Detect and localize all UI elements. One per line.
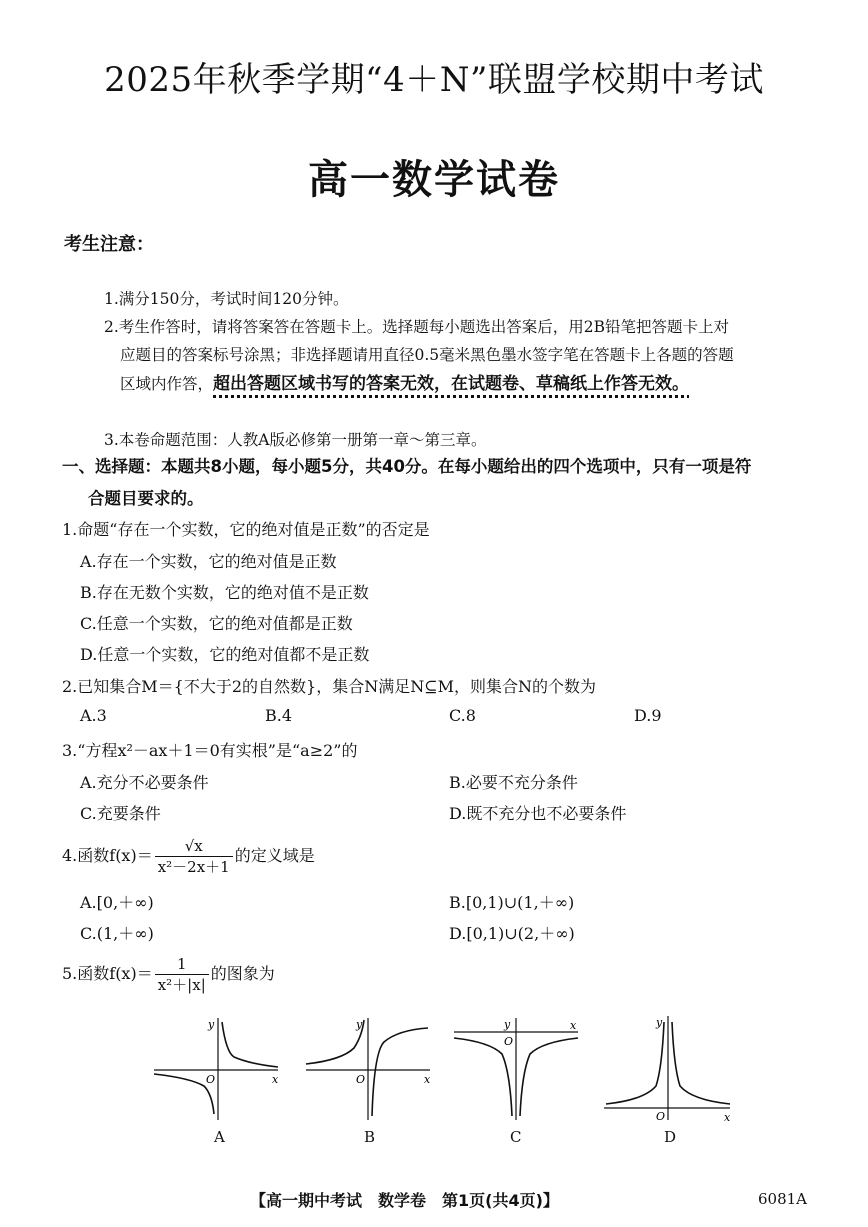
section-1-heading: 一、选择题：本题共8小题，每小题5分，共40分。在每小题给出的四个选项中，只有一项是符 (62, 457, 752, 476)
page-footer: 【高一期中考试 数学卷 第1页(共4页)】 (250, 1191, 559, 1210)
question-1-stem: 1.命题“存在一个实数，它的绝对值是正数”的否定是 (62, 520, 430, 539)
question-1-option-d: D.任意一个实数，它的绝对值都不是正数 (80, 645, 370, 664)
question-3-option-b: B.必要不充分条件 (449, 773, 578, 792)
question-3-option-c: C.充要条件 (80, 804, 161, 823)
question-5-stem-pre: 5.函数f(x)＝ (62, 964, 153, 983)
notice-item-2-line-1: 2.考生作答时，请将答案答在答题卡上。选择题每小题选出答案后，用2B铅笔把答题卡上对 (104, 318, 730, 336)
graph-b-curve-right (372, 1028, 428, 1116)
question-4-numerator: √x (155, 836, 233, 857)
notice-item-2-line-2: 应题目的答案标号涂黑；非选择题请用直径0.5毫米黑色墨水签字笔在答题卡上各题的答题 (120, 346, 734, 364)
section-1-heading-cont: 合题目要求的。 (88, 489, 204, 508)
question-5-denominator: x²＋|x| (157, 976, 206, 994)
question-2-option-a: A.3 (80, 706, 107, 725)
graph-c-curve-right (520, 1038, 578, 1116)
notice-item-2-line-3 (120, 369, 689, 394)
notice-warning-text: 超出答题区域书写的答案无效，在试题卷、草稿纸上作答无效。 (213, 374, 690, 394)
graph-label-b: B (364, 1128, 376, 1146)
graph-c-x-label: x (570, 1019, 577, 1032)
paper-subtitle: 高一数学试卷 (308, 157, 560, 203)
question-4-option-a: A.[0,＋∞) (80, 893, 154, 912)
question-4-option-c: C.(1,＋∞) (80, 924, 154, 943)
graph-option-c (450, 1012, 586, 1124)
graph-a-y-label: y (208, 1018, 215, 1031)
graph-b-origin-label: O (356, 1073, 366, 1086)
question-5-stem (62, 954, 275, 995)
question-1-option-a: A.存在一个实数，它的绝对值是正数 (80, 552, 337, 571)
notice-item-3: 3.本卷命题范围：人教A版必修第一册第一章～第三章。 (104, 431, 487, 449)
question-3-stem: 3.“方程x²－ax＋1＝0有实根”是“a≥2”的 (62, 741, 358, 760)
graph-b-y-label: y (356, 1018, 363, 1031)
question-1-option-b: B.存在无数个实数，它的绝对值不是正数 (80, 583, 369, 602)
question-5-fraction (155, 954, 209, 995)
graph-c-origin-label: O (504, 1035, 514, 1048)
notice-item-1: 1.满分150分，考试时间120分钟。 (104, 290, 349, 308)
question-4-stem (62, 836, 315, 877)
question-4-stem-pre: 4.函数f(x)＝ (62, 846, 153, 865)
question-2-stem: 2.已知集合M＝{不大于2的自然数}，集合N满足N⊆M，则集合N的个数为 (62, 677, 596, 696)
question-4-option-d: D.[0,1)∪(2,＋∞) (449, 924, 575, 943)
graph-a-curve-right (222, 1022, 278, 1067)
paper-code: 6081A (758, 1190, 808, 1208)
question-3-option-a: A.充分不必要条件 (80, 773, 209, 792)
graph-a-curve-left (154, 1074, 214, 1114)
exam-title: 2025年秋季学期“4＋N”联盟学校期中考试 (104, 60, 764, 100)
graph-d-origin-label: O (656, 1110, 666, 1123)
question-2-option-c: C.8 (449, 706, 476, 725)
question-5-stem-post: 的图象为 (210, 964, 275, 983)
question-4-stem-post: 的定义域是 (234, 846, 315, 865)
question-4-fraction (155, 836, 233, 877)
graph-option-a (150, 1012, 290, 1124)
question-4-denominator: x²－2x＋1 (157, 858, 230, 876)
graph-label-c: C (510, 1128, 522, 1146)
graph-d-curve-right (672, 1022, 730, 1104)
notice-item-2-line-3-pre: 区域内作答， (120, 375, 214, 393)
question-4-option-b: B.[0,1)∪(1,＋∞) (449, 893, 575, 912)
question-2-option-d: D.9 (634, 706, 662, 725)
question-1-option-c: C.任意一个实数，它的绝对值都是正数 (80, 614, 353, 633)
question-3-option-d: D.既不充分也不必要条件 (449, 804, 627, 823)
graph-d-curve-left (606, 1022, 664, 1104)
graph-c-curve-left (454, 1038, 512, 1116)
graph-d-x-label: x (724, 1111, 731, 1124)
graph-d-y-label: y (656, 1016, 663, 1029)
question-5-numerator: 1 (155, 954, 209, 975)
graph-option-b (302, 1012, 440, 1124)
graph-a-x-label: x (272, 1073, 279, 1086)
graph-option-d (600, 1012, 740, 1124)
graph-b-x-label: x (424, 1073, 431, 1086)
notice-heading: 考生注意： (64, 234, 154, 255)
question-2-option-b: B.4 (265, 706, 293, 725)
graph-label-a: A (214, 1128, 225, 1146)
graph-a-origin-label: O (206, 1073, 216, 1086)
graph-c-y-label: y (504, 1018, 511, 1031)
graph-label-d: D (664, 1128, 677, 1146)
